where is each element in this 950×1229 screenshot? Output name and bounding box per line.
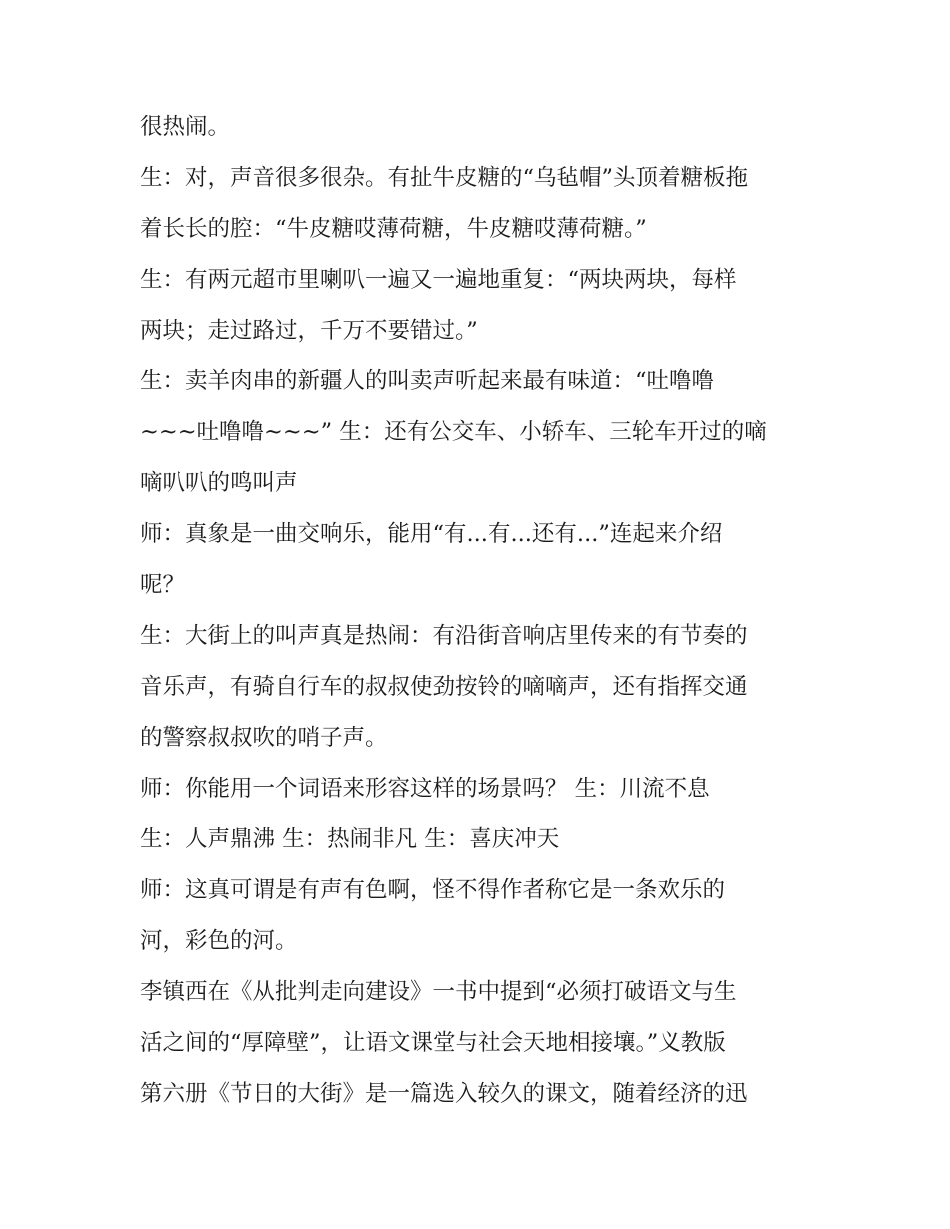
text-line: 河，彩色的河。	[140, 928, 298, 955]
text-line: 师：你能用一个词语来形容这样的场景吗？ 生：川流不息	[140, 775, 710, 802]
text-line: 生：对，声音很多很杂。有扯牛皮糖的“乌毡帽”头顶着糖板拖	[140, 164, 749, 191]
text-line: 李镇西在《从批判走向建设》一书中提到“必须打破语文与生	[140, 979, 737, 1006]
text-line: 很热闹。	[140, 114, 231, 140]
text-line: 师：真象是一曲交响乐，能用“有...有...还有...”连起来介绍	[140, 521, 723, 548]
text-line: 活之间的“厚障壁”，让语文课堂与社会天地相接壤。”义教版	[140, 1030, 726, 1057]
text-line: 第六册《节日的大街》是一篇选入较久的课文，随着经济的迅	[140, 1080, 748, 1107]
text-line: 呢？	[140, 572, 186, 599]
body-text	[140, 102, 820, 1120]
text-line: 的警察叔叔吹的哨子声。	[140, 724, 388, 751]
text-line: ~~~吐噜噜~~~” 生：还有公交车、小轿车、三轮车开过的嘀	[140, 419, 767, 446]
text-line: 师：这真可谓是有声有色啊，怪不得作者称它是一条欢乐的	[140, 877, 726, 904]
text-line: 音乐声，有骑自行车的叔叔使劲按铃的嘀嘀声，还有指挥交通	[140, 673, 748, 700]
text-line: 着长长的腔：“牛皮糖哎薄荷糖，牛皮糖哎薄荷糖。”	[140, 215, 647, 242]
text-line: 生：人声鼎沸 生：热闹非凡 生：喜庆冲天	[140, 826, 560, 853]
text-line: 嘀叭叭的鸣叫声	[140, 470, 298, 497]
text-line: 生：有两元超市里喇叭一遍又一遍地重复：“两块两块，每样	[140, 266, 737, 293]
text-line: 生：卖羊肉串的新疆人的叫卖声听起来最有味道：“吐噜噜	[140, 368, 715, 395]
text-line: 生：大街上的叫声真是热闹：有沿街音响店里传来的有节奏的	[140, 622, 748, 649]
text-line: 两块；走过路过，千万不要错过。”	[140, 317, 478, 344]
